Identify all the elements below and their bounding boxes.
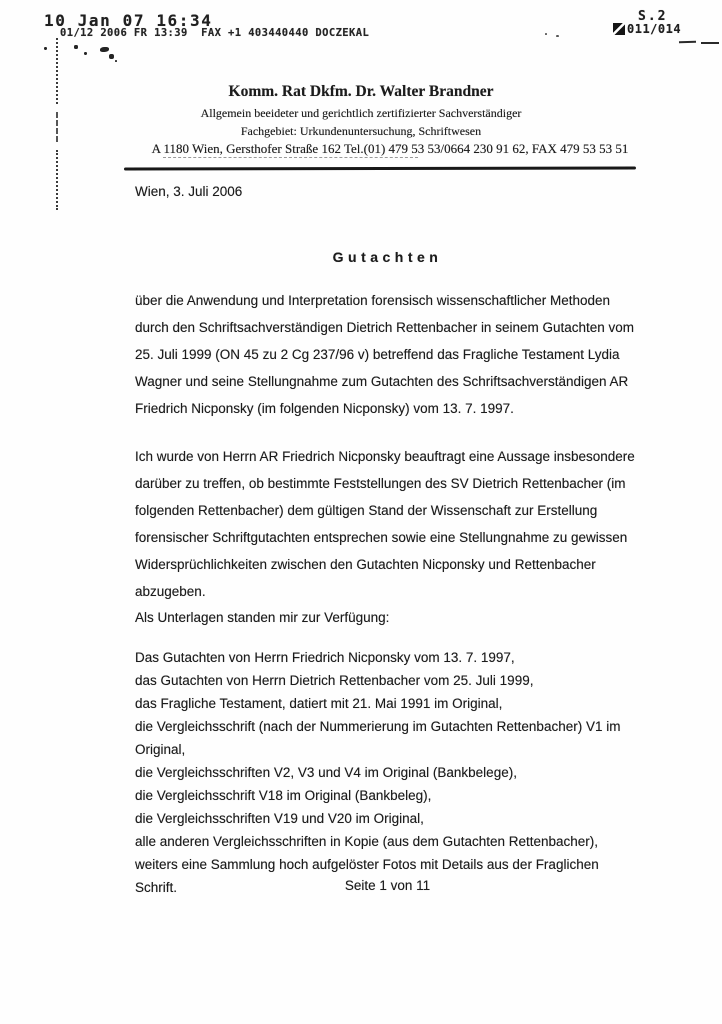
- list-item: Das Gutachten von Herrn Friedrich Nicponsky vom 13. 7. 1997,: [135, 650, 515, 665]
- dateline: Wien, 3. Juli 2006: [135, 184, 243, 199]
- list-item: die Vergleichsschrift (nach der Nummerierung im Gutachten Rettenbacher) V1 im Original,: [135, 719, 621, 757]
- letterhead-rule: [124, 166, 636, 170]
- page-footer: Seite 1 von 11: [344, 878, 431, 893]
- scan-artifact-dotted-line: [56, 150, 58, 210]
- fax-page-label: S.2: [638, 9, 668, 24]
- document-title: Gutachten: [332, 249, 443, 265]
- ink-speck: [100, 47, 109, 52]
- mandate-paragraph: Ich wurde von Herrn AR Friedrich Nicponsky beauftragt eine Aussage insbesondere darüber zu treffen, ob bestimmte Feststellungen des SV Dietrich Rettenbacher (im folgenden Rettenbacher) dem gültigen Stand der Wissenschaft zur Erstellung forensischer Schriftgutachten entsprechen sowie eine Stellungnahme zu gewissen Widersprüchlichkeiten zwischen den Gutachten Nicponsky und Rettenbacher abzugeben.: [135, 449, 635, 599]
- ink-speck: [109, 54, 114, 59]
- fax-page-counter: 011/014: [627, 22, 682, 36]
- ink-speck: [545, 33, 547, 35]
- intro-paragraph: über die Anwendung und Interpretation forensisch wissenschaftlicher Methoden durch den Schriftsachverständigen Dietrich Rettenbacher in seinem Gutachten vom 25. Juli 1999 (ON 45 zu 2 Cg 237/96 v) betreffend das Fragliche Testament Lydia Wagner und seine Stellungnahme zum Gutachten des Schriftsachverständigen AR Friedrich Nicponsky (im folgenden Nicponsky) vom 13. 7. 1997.: [135, 293, 635, 416]
- ink-speck: [84, 52, 87, 55]
- list-item: alle anderen Vergleichsschriften in Kopie (aus dem Gutachten Rettenbacher),: [135, 834, 599, 849]
- documents-list: [135, 646, 640, 899]
- ink-speck: [115, 60, 117, 62]
- stray-dash-mark: [679, 41, 696, 44]
- list-item: die Vergleichsschriften V2, V3 und V4 im Original (Bankbelege),: [135, 765, 517, 780]
- list-item: die Vergleichsschrift V18 im Original (Bankbeleg),: [135, 788, 432, 803]
- list-item: weiters eine Sammlung hoch aufgelöster Fotos mit Details aus der Fraglichen Schrift.: [135, 857, 599, 895]
- ink-speck: [44, 47, 47, 50]
- letterhead-address: A 1180 Wien, Gersthofer Straße 162 Tel.(01) 479 53 53/0664 230 91 62, FAX 479 53 53 51: [151, 141, 629, 156]
- fax-received-timestamp: 10 Jan 07 16:34: [44, 11, 213, 30]
- ink-speck: [74, 45, 78, 49]
- list-item: das Gutachten von Herrn Dietrich Rettenbacher vom 25. Juli 1999,: [135, 673, 534, 688]
- letterhead-rule-echo: [163, 157, 418, 158]
- stray-dash-mark: [701, 42, 719, 44]
- ink-speck: [556, 35, 559, 37]
- documents-intro: Als Unterlagen standen mir zur Verfügung:: [135, 610, 390, 625]
- fax-page-counter-row: [613, 22, 681, 36]
- fax-page-icon: [613, 23, 625, 35]
- letterhead-name: Komm. Rat Dkfm. Dr. Walter Brandner: [228, 83, 494, 100]
- fax-transmission-line: 01/12 2006 FR 13:39 FAX +1 403440440 DOCZEKAL: [60, 27, 370, 39]
- letterhead-certification: Allgemein beeideter und gerichtlich zertifizierter Sachverständiger: [200, 106, 522, 120]
- list-item: das Fragliche Testament, datiert mit 21. Mai 1991 im Original,: [135, 696, 503, 711]
- list-item: die Vergleichsschriften V19 und V20 im Original,: [135, 811, 424, 826]
- letterhead-specialty: Fachgebiet: Urkundenuntersuchung, Schriftwesen: [240, 124, 482, 138]
